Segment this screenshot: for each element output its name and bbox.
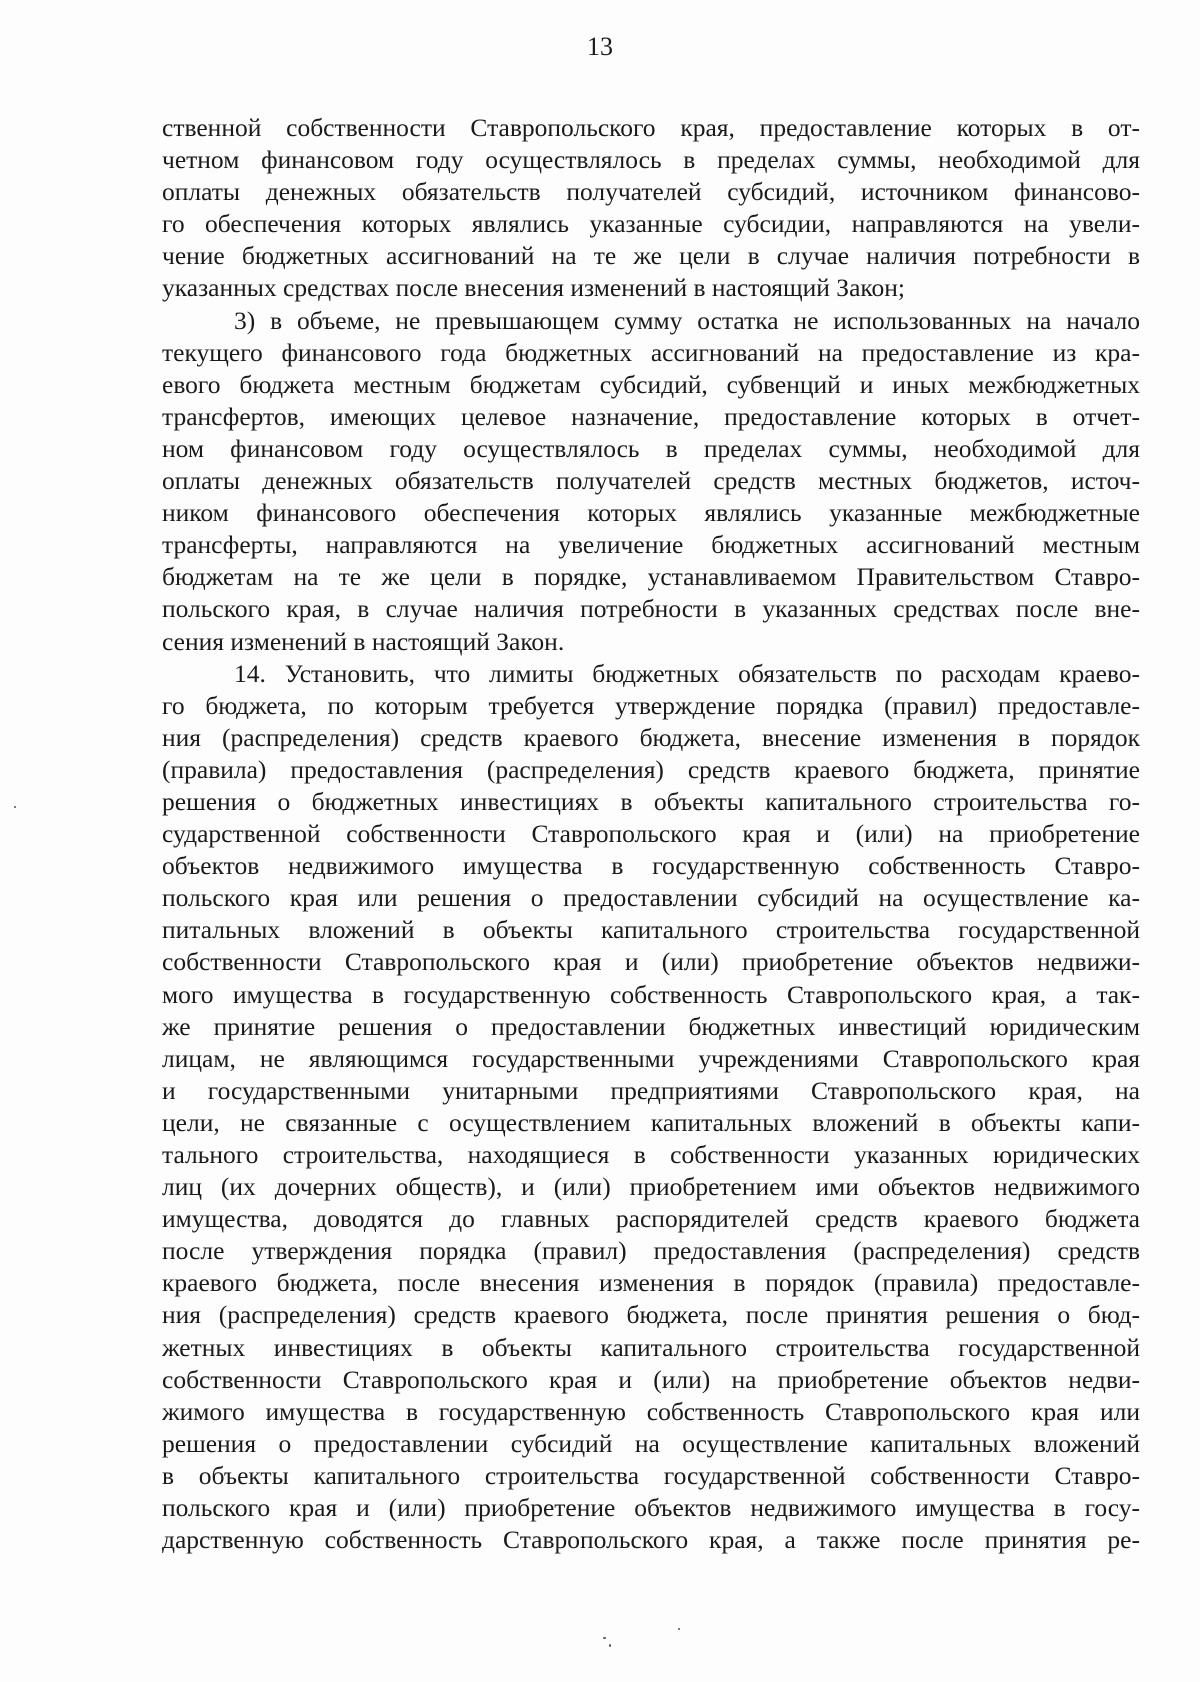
text-line: жетных инвестициях в объекты капитального строительства государственной <box>162 1332 1140 1362</box>
scan-speck <box>14 806 16 808</box>
text-line: указанных средствах после внесения изменений в настоящий Закон; <box>162 273 905 303</box>
paragraph-continuation <box>162 112 1140 305</box>
text-line: сударственной собственности Ставропольского края и (или) на приобретение <box>162 819 1140 849</box>
text-line: четном финансовом году осуществлялось в пределах суммы, необходимой для <box>162 145 1140 175</box>
scan-speck <box>603 1637 606 1639</box>
text-line: ном финансовом году осуществлялось в пределах суммы, необходимой для <box>162 433 1140 463</box>
text-line: го обеспечения которых являлись указанные субсидии, направляются на увели- <box>162 209 1140 239</box>
text-line: в объекты капитального строительства государственной собственности Ставро- <box>162 1460 1140 1490</box>
text-line: ния (распределения) средств краевого бюджета, после принятия решения о бюд- <box>162 1300 1140 1330</box>
paragraph-item-14 <box>162 658 1140 1557</box>
text-line: жимого имущества в государственную собственность Ставропольского края или <box>162 1396 1140 1426</box>
scan-speck <box>678 1628 680 1630</box>
text-line: после утверждения порядка (правил) предоставления (распределения) средств <box>162 1236 1140 1266</box>
text-line: же принятие решения о предоставлении бюджетных инвестиций юридическим <box>162 1011 1140 1041</box>
text-line: лицам, не являющимся государственными учреждениями Ставропольского края <box>162 1043 1140 1073</box>
text-line: и государственными унитарными предприятиями Ставропольского края, на <box>162 1075 1140 1105</box>
text-line: польского края, в случае наличия потребности в указанных средствах после вне- <box>162 594 1140 624</box>
text-line: текущего финансового года бюджетных ассигнований на предоставление из кра- <box>162 337 1140 367</box>
text-line: трансфертов, имеющих целевое назначение, предоставление которых в отчет- <box>162 401 1140 431</box>
text-line: польского края и (или) приобретение объектов недвижимого имущества в госу- <box>162 1493 1140 1523</box>
text-line: тального строительства, находящиеся в собственности указанных юридических <box>162 1140 1140 1169</box>
paragraph-item-3 <box>162 305 1140 658</box>
text-line: краевого бюджета, после внесения изменения в порядок (правила) предоставле- <box>162 1268 1140 1298</box>
page-number: 13 <box>587 32 613 61</box>
text-line: польского края или решения о предоставлении субсидий на осуществление ка- <box>162 883 1140 913</box>
text-line: чение бюджетных ассигнований на те же цели в случае наличия потребности в <box>162 241 1140 271</box>
text-line: имущества, доводятся до главных распорядителей средств краевого бюджета <box>162 1204 1140 1234</box>
text-line: оплаты денежных обязательств получателей субсидий, источником финансово- <box>162 177 1140 207</box>
text-line: дарственную собственность Ставропольского края, а также после принятия ре- <box>162 1525 1140 1555</box>
text-line: мого имущества в государственную собственность Ставропольского края, а так- <box>162 979 1140 1009</box>
text-line: 3) в объеме, не превышающем сумму остатка не использованных на начало <box>234 305 1140 335</box>
text-line: лиц (их дочерних обществ), и (или) приобретением ими объектов недвижимого <box>162 1172 1140 1202</box>
text-line: (правила) предоставления (распределения) средств краевого бюджета, принятие <box>162 754 1140 784</box>
text-line: ником финансового обеспечения которых являлись указанные межбюджетные <box>162 498 1140 528</box>
text-line: сения изменений в настоящий Закон. <box>162 626 565 656</box>
text-line: объектов недвижимого имущества в государственную собственность Ставро- <box>162 851 1140 881</box>
text-line: собственности Ставропольского края и (или) приобретение объектов недвижи- <box>162 947 1140 977</box>
text-line: цели, не связанные с осуществлением капитальных вложений в объекты капи- <box>162 1107 1140 1137</box>
text-line: ния (распределения) средств краевого бюджета, внесение изменения в порядок <box>162 722 1140 752</box>
document-body <box>162 112 1140 1556</box>
text-line: питальных вложений в объекты капитального строительства государственной <box>162 915 1140 945</box>
text-line: ственной собственности Ставропольского края, предоставление которых в от- <box>162 113 1140 142</box>
text-line: го бюджета, по которым требуется утверждение порядка (правил) предоставле- <box>162 690 1140 720</box>
text-line: трансферты, направляются на увеличение бюджетных ассигнований местным <box>162 530 1140 560</box>
text-line: 14. Установить, что лимиты бюджетных обязательств по расходам краево- <box>234 658 1140 688</box>
text-line: собственности Ставропольского края и (или) на приобретение объектов недви- <box>162 1364 1140 1394</box>
text-line: решения о предоставлении субсидий на осуществление капитальных вложений <box>162 1428 1140 1458</box>
scan-speck <box>609 1644 611 1647</box>
text-line: евого бюджета местным бюджетам субсидий, субвенций и иных межбюджетных <box>162 369 1140 399</box>
text-line: бюджетам на те же цели в порядке, устанавливаемом Правительством Ставро- <box>162 562 1140 592</box>
text-line: оплаты денежных обязательств получателей средств местных бюджетов, источ- <box>162 466 1140 496</box>
text-line: решения о бюджетных инвестициях в объекты капитального строительства го- <box>162 786 1140 816</box>
